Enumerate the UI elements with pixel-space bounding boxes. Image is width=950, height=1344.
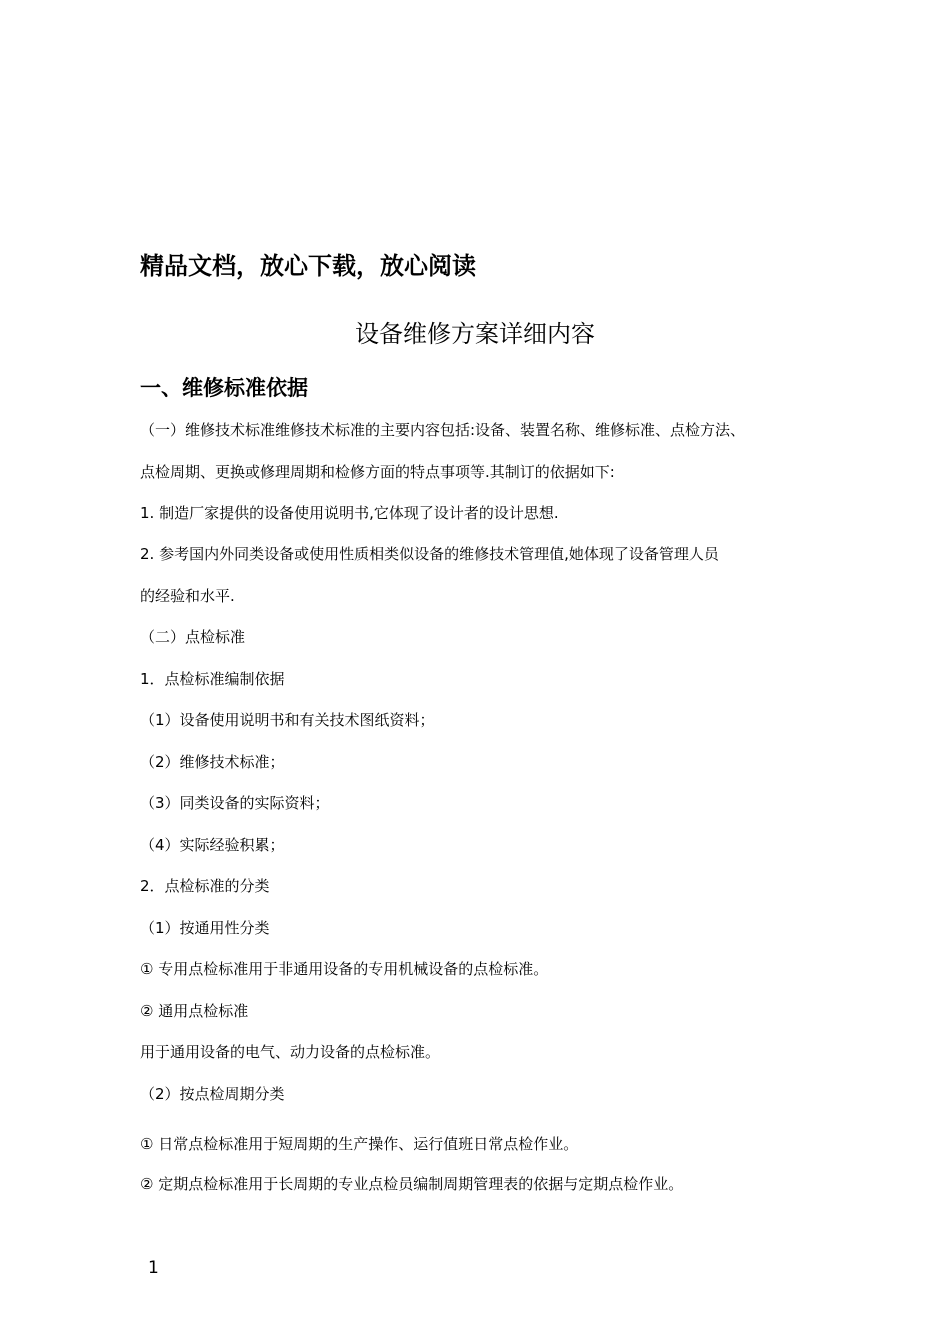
list-item: ① 日常点检标准用于短周期的生产操作、运行值班日常点检作业。 xyxy=(140,1135,579,1153)
section-heading: 一、维修标准依据 xyxy=(140,376,308,400)
banner-text: 精品文档，放心下载，放心阅读 xyxy=(140,252,476,280)
page-number: 1 xyxy=(148,1258,159,1278)
list-item: ② 通用点检标准 xyxy=(140,1002,249,1020)
paragraph-line: 2. 参考国内外同类设备或使用性质相类似设备的维修技术管理值,她体现了设备管理人员 xyxy=(140,545,719,563)
list-heading: 1．点检标准编制依据 xyxy=(140,670,285,688)
list-item: （2）按点检周期分类 xyxy=(140,1085,285,1103)
list-item: （2）维修技术标准； xyxy=(140,753,285,771)
list-item: （4）实际经验积累； xyxy=(140,836,285,854)
list-item: ② 定期点检标准用于长周期的专业点检员编制周期管理表的依据与定期点检作业。 xyxy=(140,1175,684,1193)
list-item: （3）同类设备的实际资料； xyxy=(140,794,330,812)
paragraph-line: 1. 制造厂家提供的设备使用说明书,它体现了设计者的设计思想. xyxy=(140,504,559,522)
list-item: ① 专用点检标准用于非通用设备的专用机械设备的点检标准。 xyxy=(140,960,549,978)
list-heading: 2．点检标准的分类 xyxy=(140,877,270,895)
paragraph-line: 的经验和水平. xyxy=(140,587,235,605)
document-title: 设备维修方案详细内容 xyxy=(355,320,595,348)
paragraph-line: （一）维修技术标准维修技术标准的主要内容包括:设备、装置名称、维修标准、点检方法、 xyxy=(140,421,746,439)
paragraph-line: 用于通用设备的电气、动力设备的点检标准。 xyxy=(140,1043,441,1061)
paragraph-line: 点检周期、更换或修理周期和检修方面的特点事项等.其制订的依据如下: xyxy=(140,463,615,481)
subsection-heading: （二）点检标准 xyxy=(140,628,246,646)
list-item: （1）按通用性分类 xyxy=(140,919,270,937)
list-item: （1）设备使用说明书和有关技术图纸资料； xyxy=(140,711,435,729)
